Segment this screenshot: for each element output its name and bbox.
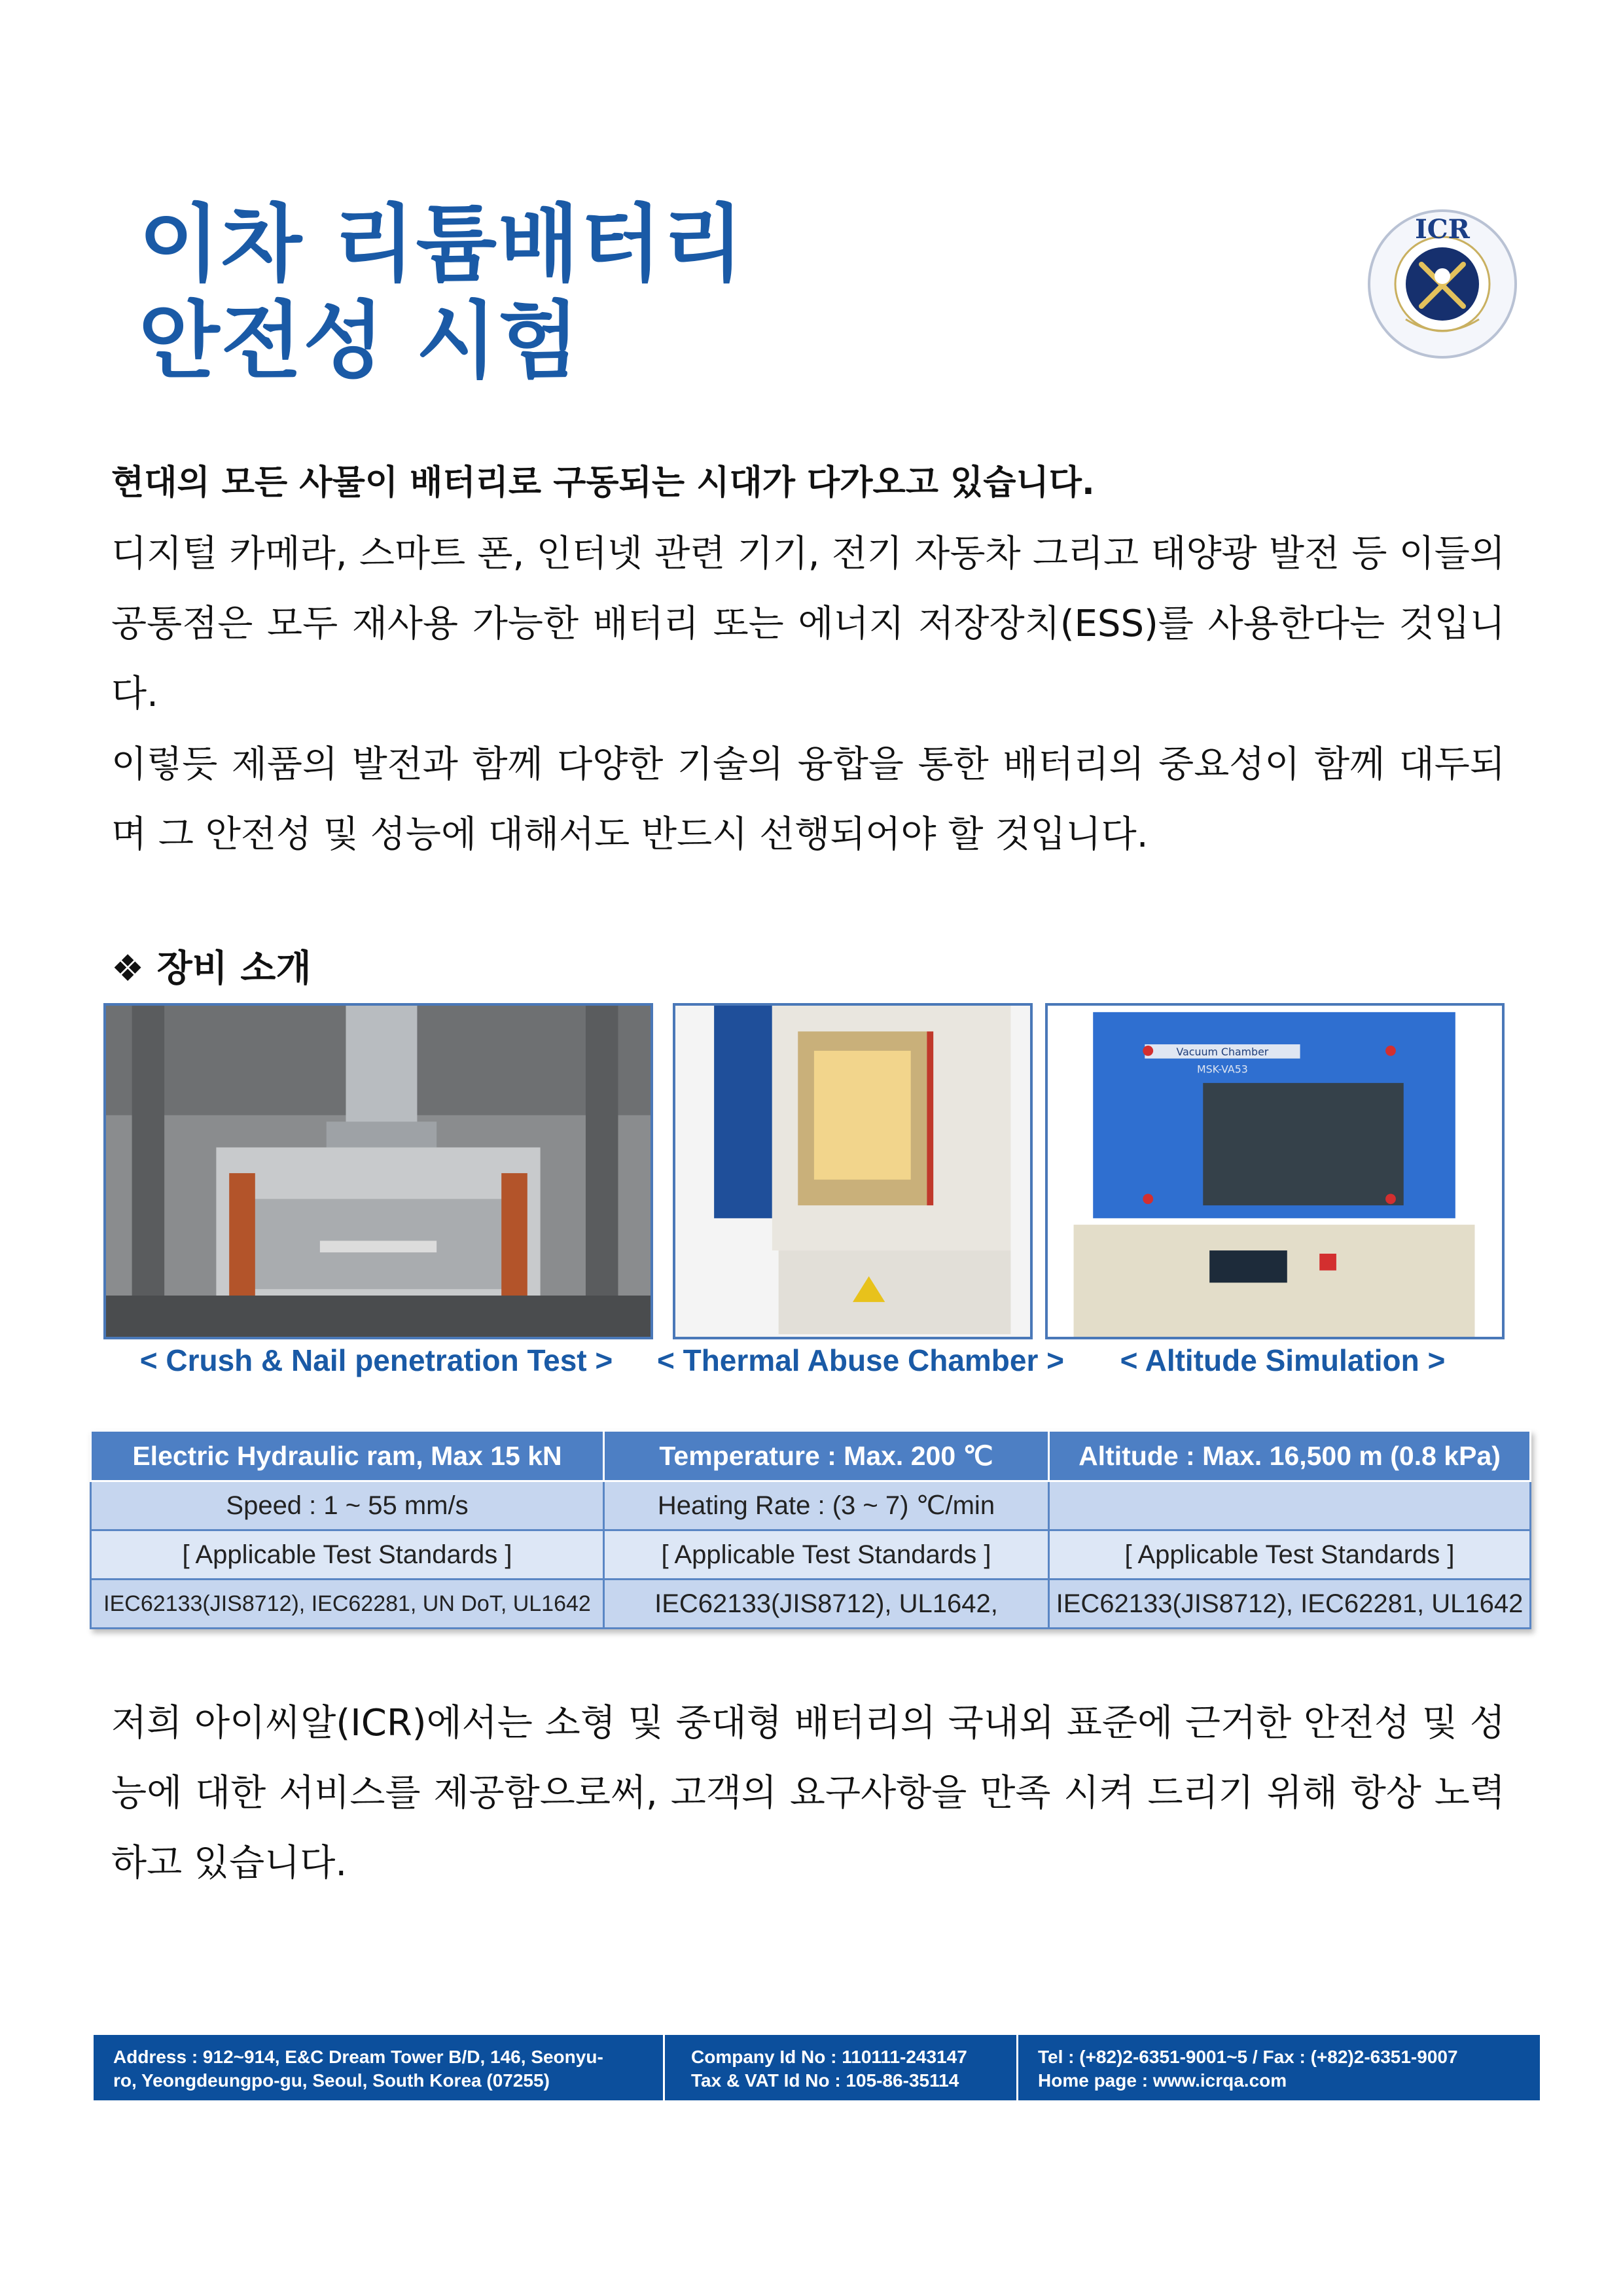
spec-row: [91, 1580, 1531, 1629]
footer-contact: [1016, 2035, 1540, 2100]
spec-row: [91, 1530, 1531, 1580]
spec-header-row: [91, 1431, 1531, 1481]
footer-company-ids: [663, 2035, 1016, 2100]
spec-cell: [ Applicable Test Standards ]: [1049, 1530, 1531, 1580]
spec-cell: Heating Rate : (3 ~ 7) ℃/min: [604, 1481, 1049, 1530]
chamber-label: Vacuum Chamber: [1176, 1045, 1269, 1058]
footer-bar: [94, 2035, 1540, 2100]
address-line-1: Address : 912~914, E&C Dream Tower B/D, 146, Seonyu-: [113, 2047, 603, 2067]
spec-cell: IEC62133(JIS8712), UL1642,: [604, 1580, 1049, 1629]
spec-cell: IEC62133(JIS8712), IEC62281, UL1642: [1049, 1580, 1531, 1629]
logo-letters: ICR: [1415, 214, 1470, 245]
chamber-model: MSK-VA53: [1196, 1063, 1248, 1076]
tax-id: Tax & VAT Id No : 105-86-35114: [691, 2070, 959, 2091]
spec-header-cell: Electric Hydraulic ram, Max 15 kN: [91, 1431, 604, 1481]
document-title: [139, 196, 745, 390]
altitude-simulation-photo: [1045, 1003, 1505, 1339]
intro-lead: 현대의 모든 사물이 배터리로 구동되는 시대가 다가오고 있습니다.: [111, 463, 1095, 503]
contact-phone-fax: Tel : (+82)2-6351-9001~5 / Fax : (+82)2-6351-9007: [1038, 2047, 1458, 2067]
intro-paragraph-2: 이렇듯 제품의 발전과 함께 다양한 기술의 융합을 통한 배터리의 중요성이 함께 대두되며 그 안전성 및 성능에 대해서도 반드시 선행되어야 할 것입니다.: [111, 743, 1505, 856]
closing-paragraph: 저희 아이씨알(ICR)에서는 소형 및 중대형 배터리의 국내외 표준에 근거한 안전성 및 성능에 대한 서비스를 제공함으로써, 고객의 요구사항을 만족 시켜 드리기 위해 항상 노력하고 있습니다.: [111, 1702, 1505, 1884]
crush-nail-test-photo: [103, 1003, 653, 1339]
spec-row: [91, 1481, 1531, 1530]
caption-crush-nail: < Crush & Nail penetration Test >: [139, 1343, 613, 1377]
footer-address: [94, 2035, 663, 2100]
caption-thermal-abuse: < Thermal Abuse Chamber >: [656, 1343, 1065, 1377]
spec-cell: [1049, 1481, 1531, 1530]
spec-cell: Speed : 1 ~ 55 mm/s: [91, 1481, 604, 1530]
spec-header-cell: Temperature : Max. 200 ℃: [604, 1431, 1049, 1481]
homepage-link[interactable]: Home page : www.icrqa.com: [1038, 2070, 1287, 2091]
spec-cell: [ Applicable Test Standards ]: [91, 1530, 604, 1580]
spec-header-cell: Altitude : Max. 16,500 m (0.8 kPa): [1049, 1431, 1531, 1481]
spec-cell: [ Applicable Test Standards ]: [604, 1530, 1049, 1580]
icr-logo: [1366, 208, 1518, 360]
equipment-spec-table: [90, 1430, 1531, 1629]
spec-cell: IEC62133(JIS8712), IEC62281, UN DoT, UL1642: [91, 1580, 604, 1629]
equipment-section-title: ❖ 장비 소개: [111, 947, 312, 990]
caption-altitude: < Altitude Simulation >: [1120, 1343, 1446, 1377]
intro-paragraph-1: 디지털 카메라, 스마트 폰, 인터넷 관련 기기, 전기 자동차 그리고 태양광 발전 등 이들의 공통점은 모두 재사용 가능한 배터리 또는 에너지 저장장치(ESS)를 사용한다는 것입니다.: [111, 533, 1505, 715]
title-line-1: 이차 리튬배터리: [139, 196, 745, 293]
address-line-2: ro, Yeongdeungpo-gu, Seoul, South Korea (07255): [113, 2070, 550, 2091]
company-id: Company Id No : 110111-243147: [691, 2047, 967, 2067]
thermal-abuse-chamber-photo: [673, 1003, 1033, 1339]
title-line-2: 안전성 시험: [139, 292, 580, 390]
